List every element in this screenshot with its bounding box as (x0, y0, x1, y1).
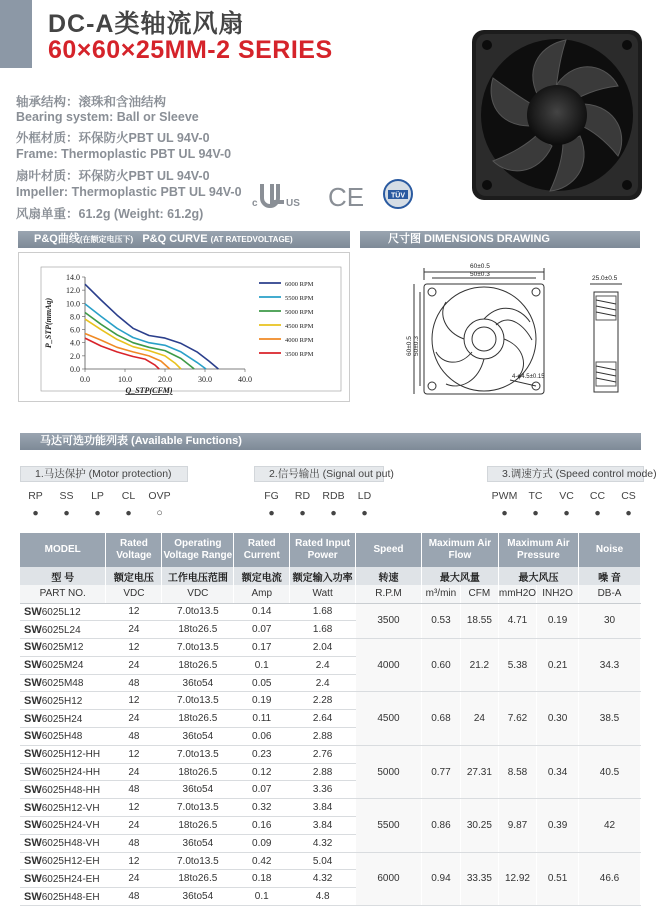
inh2o-cell: 0.51 (537, 852, 579, 905)
model-prefix: SW (24, 801, 42, 814)
operating-range-cell: 18to26.5 (162, 621, 234, 639)
operating-range-cell: 36to54 (162, 781, 234, 799)
ul-mark-icon (252, 184, 300, 209)
model-prefix: SW (24, 890, 42, 903)
model-cell (20, 763, 106, 781)
speed-cell: 5500 (356, 799, 422, 852)
unit-cell: Watt (290, 585, 356, 603)
input-power-cell: 2.04 (290, 639, 356, 657)
page-subtitle: 60×60×25MM-2 SERIES (48, 36, 333, 64)
option-mark: ● (625, 507, 632, 519)
rated-current-cell: 0.07 (234, 621, 290, 639)
model-number: 6025H24-HH (41, 767, 101, 779)
option-mark: ● (268, 507, 275, 519)
x-tick-label: 10.0 (118, 375, 132, 384)
option-code: FG (264, 490, 279, 502)
option-code: CS (621, 490, 636, 502)
model-number: 6025H12 (41, 695, 83, 707)
noise-cell: 38.5 (579, 692, 641, 745)
rated-current-cell: 0.18 (234, 870, 290, 888)
motor-protection-codes (20, 490, 175, 502)
speed-cell: 4500 (356, 692, 422, 745)
unit-cell: VDC (106, 585, 162, 603)
input-power-cell: 2.4 (290, 656, 356, 674)
noise-cell: 46.6 (579, 852, 641, 905)
option-mark: ● (563, 507, 570, 519)
operating-range-cell: 36to54 (162, 834, 234, 852)
input-power-cell: 3.84 (290, 817, 356, 835)
title-accent-bar (0, 0, 32, 68)
rated-voltage-cell: 24 (106, 817, 162, 835)
option-mark: ● (94, 507, 101, 519)
m3min-cell: 0.86 (421, 799, 460, 852)
option-mark: ○ (156, 507, 163, 519)
mmh2o-cell: 4.71 (498, 603, 536, 639)
model-number: 6025H24-EH (41, 873, 100, 885)
operating-range-cell: 7.0to13.5 (162, 692, 234, 710)
input-power-cell: 4.32 (290, 870, 356, 888)
noise-cell: 40.5 (579, 745, 641, 798)
table-row (20, 745, 641, 763)
model-prefix: SW (24, 712, 42, 725)
model-cell (20, 674, 106, 692)
model-cell (20, 692, 106, 710)
col-max-air-pressure-cn: 最大风压 (498, 567, 578, 585)
rated-voltage-cell: 24 (106, 656, 162, 674)
option-group-signal-output: 2.信号输出 (Signal out put) (254, 466, 384, 482)
spec-impeller-en: Impeller: Thermoplastic PBT UL 94V-0 (16, 185, 242, 199)
spec-frame-en: Frame: Thermoplastic PBT UL 94V-0 (16, 147, 232, 161)
unit-cell: VDC (162, 585, 234, 603)
speed-control-marks (489, 507, 644, 519)
rated-current-cell: 0.17 (234, 639, 290, 657)
col-speed-cn: 转速 (356, 567, 422, 585)
model-cell (20, 799, 106, 817)
unit-cell: PART NO. (20, 585, 106, 603)
signal-output-marks (256, 507, 380, 519)
model-prefix: SW (24, 783, 42, 796)
model-number: 6025H12-VH (41, 802, 100, 814)
col-operating-range-cn: 工作电压范围 (162, 567, 234, 585)
option-code: RP (28, 490, 43, 502)
model-cell (20, 656, 106, 674)
tuv-mark-icon (384, 180, 412, 208)
rated-current-cell: 0.16 (234, 817, 290, 835)
dim-side-height: 60±0.5 (406, 336, 413, 356)
rated-voltage-cell: 48 (106, 834, 162, 852)
unit-cell: m³/min (421, 585, 460, 603)
cfm-cell: 30.25 (460, 799, 498, 852)
inh2o-cell: 0.19 (537, 603, 579, 639)
operating-range-cell: 18to26.5 (162, 763, 234, 781)
m3min-cell: 0.94 (421, 852, 460, 905)
y-axis-label: P_STP(mmAq) (44, 297, 53, 349)
table-units-row (20, 585, 641, 603)
model-cell (20, 710, 106, 728)
option-mark: ● (32, 507, 39, 519)
rated-current-cell: 0.09 (234, 834, 290, 852)
spec-frame-cn: 外框材质：环保防火PBT UL 94V-0 (16, 131, 210, 145)
option-code: OVP (148, 490, 171, 502)
spec-table (20, 533, 641, 906)
rated-current-cell: 0.11 (234, 710, 290, 728)
speed-cell: 5000 (356, 745, 422, 798)
model-number: 6025M12 (41, 642, 84, 654)
model-number: 6025H12-EH (41, 856, 100, 868)
option-code: CL (121, 490, 136, 502)
model-prefix: SW (24, 641, 42, 654)
option-mark: ● (330, 507, 337, 519)
rated-voltage-cell: 48 (106, 781, 162, 799)
model-number: 6025H48-HH (41, 784, 101, 796)
model-cell (20, 639, 106, 657)
dim-outer-width: 60±0.5 (470, 263, 490, 270)
y-tick-label: 4.0 (70, 338, 80, 348)
col-model: MODEL (20, 533, 106, 567)
col-model-cn: 型 号 (20, 567, 106, 585)
x-tick-label: 0.0 (80, 375, 90, 384)
col-max-air-flow: Maximum Air Flow (421, 533, 498, 567)
dim-depth: 25.0±0.5 (592, 275, 618, 282)
input-power-cell: 3.36 (290, 781, 356, 799)
model-number: 6025H12-HH (41, 749, 101, 761)
m3min-cell: 0.53 (421, 603, 460, 639)
rated-current-cell: 0.42 (234, 852, 290, 870)
option-mark: ● (532, 507, 539, 519)
rated-voltage-cell: 12 (106, 745, 162, 763)
table-body (20, 603, 641, 906)
inh2o-cell: 0.34 (537, 745, 579, 798)
model-prefix: SW (24, 819, 42, 832)
page-title: DC-A类轴流风扇 (48, 10, 245, 38)
rated-current-cell: 0.1 (234, 888, 290, 906)
model-prefix: SW (24, 855, 42, 868)
model-prefix: SW (24, 694, 42, 707)
inh2o-cell: 0.30 (537, 692, 579, 745)
legend-label: 5500 RPM (285, 295, 314, 302)
rated-voltage-cell: 12 (106, 799, 162, 817)
model-cell (20, 834, 106, 852)
y-tick-label: 8.0 (70, 312, 80, 322)
mmh2o-cell: 9.87 (498, 799, 536, 852)
speed-cell: 6000 (356, 852, 422, 905)
option-code: RD (294, 490, 311, 502)
noise-cell: 30 (579, 603, 641, 639)
model-cell (20, 603, 106, 621)
dim-side-hole: 50±0.3 (413, 336, 420, 356)
dimensions-drawing (360, 252, 640, 402)
model-number: 6025L24 (41, 624, 81, 636)
option-mark: ● (501, 507, 508, 519)
model-number: 6025H24 (41, 713, 83, 725)
input-power-cell: 2.88 (290, 763, 356, 781)
unit-cell: Amp (234, 585, 290, 603)
operating-range-cell: 7.0to13.5 (162, 745, 234, 763)
rated-current-cell: 0.32 (234, 799, 290, 817)
operating-range-cell: 18to26.5 (162, 817, 234, 835)
option-group-motor-protection: 1.马达保护 (Motor protection) (20, 466, 188, 482)
model-cell (20, 852, 106, 870)
operating-range-cell: 7.0to13.5 (162, 603, 234, 621)
model-prefix: SW (24, 605, 42, 618)
legend-label: 5000 RPM (285, 309, 314, 316)
table-header-row-cn (20, 567, 641, 585)
svg-text:TÜV: TÜV (391, 192, 405, 200)
col-rated-current-cn: 额定电流 (234, 567, 290, 585)
model-prefix: SW (24, 872, 42, 885)
x-axis-label: Q_STP(CFM) (125, 386, 173, 395)
rated-current-cell: 0.1 (234, 656, 290, 674)
option-group-speed-control: 3.调速方式 (Speed control mode) (487, 466, 644, 482)
model-prefix: SW (24, 730, 42, 743)
m3min-cell: 0.60 (421, 639, 460, 692)
model-number: 6025H48-EH (41, 891, 100, 903)
rated-current-cell: 0.12 (234, 763, 290, 781)
col-max-air-pressure: Maximum Air Pressure (498, 533, 578, 567)
option-code: LD (357, 490, 372, 502)
table-row (20, 692, 641, 710)
operating-range-cell: 7.0to13.5 (162, 799, 234, 817)
input-power-cell: 5.04 (290, 852, 356, 870)
input-power-cell: 4.32 (290, 834, 356, 852)
rated-voltage-cell: 24 (106, 710, 162, 728)
motor-protection-marks (20, 507, 175, 519)
cfm-cell: 27.31 (460, 745, 498, 798)
noise-cell: 42 (579, 799, 641, 852)
col-input-power: Rated Input Power (290, 533, 356, 567)
model-number: 6025M24 (41, 660, 84, 672)
legend-label: 3500 RPM (285, 351, 314, 358)
model-cell (20, 745, 106, 763)
option-mark: ● (361, 507, 368, 519)
table-header-row (20, 533, 641, 567)
model-number: 6025M48 (41, 678, 84, 690)
model-number: 6025H48-VH (41, 838, 100, 850)
model-prefix: SW (24, 623, 42, 636)
pq-curve-chart-frame (18, 252, 350, 402)
fan-product-image (468, 26, 646, 204)
model-prefix: SW (24, 659, 42, 672)
model-number: 6025L12 (41, 606, 81, 618)
speed-control-codes (489, 490, 644, 502)
rated-voltage-cell: 12 (106, 639, 162, 657)
col-max-air-flow-cn: 最大风量 (421, 567, 498, 585)
pq-curve-chart (19, 253, 349, 401)
inh2o-cell: 0.39 (537, 799, 579, 852)
rated-voltage-cell: 24 (106, 621, 162, 639)
input-power-cell: 1.68 (290, 621, 356, 639)
y-tick-label: 12.0 (66, 286, 80, 296)
model-prefix: SW (24, 748, 42, 761)
table-row (20, 852, 641, 870)
table-row (20, 639, 641, 657)
dim-hole-spacing: 50±0.3 (470, 271, 490, 278)
operating-range-cell: 18to26.5 (162, 656, 234, 674)
cfm-cell: 21.2 (460, 639, 498, 692)
rated-voltage-cell: 48 (106, 674, 162, 692)
mmh2o-cell: 12.92 (498, 852, 536, 905)
spec-bearing-cn: 轴承结构：滚珠和含油结构 (16, 95, 167, 109)
y-tick-label: 10.0 (66, 299, 80, 309)
col-rated-voltage: Rated Voltage (106, 533, 162, 567)
table-row (20, 799, 641, 817)
dimensions-section-header: 尺寸图 DIMENSIONS DRAWING (360, 231, 640, 248)
cfm-cell: 18.55 (460, 603, 498, 639)
rated-current-cell: 0.23 (234, 745, 290, 763)
col-noise: Noise (579, 533, 641, 567)
model-prefix: SW (24, 677, 42, 690)
operating-range-cell: 36to54 (162, 888, 234, 906)
operating-range-cell: 36to54 (162, 728, 234, 746)
x-tick-label: 20.0 (158, 375, 172, 384)
input-power-cell: 2.4 (290, 674, 356, 692)
input-power-cell: 2.88 (290, 728, 356, 746)
model-cell (20, 728, 106, 746)
pq-curve-section-header: P&Q曲线(在额定电压下) P&Q CURVE (AT RATEDVOLTAGE) (18, 231, 350, 248)
option-code: CC (589, 490, 606, 502)
input-power-cell: 2.76 (290, 745, 356, 763)
operating-range-cell: 7.0to13.5 (162, 852, 234, 870)
available-functions-header: 马达可选功能列表 (Available Functions) (20, 433, 641, 450)
mmh2o-cell: 7.62 (498, 692, 536, 745)
operating-range-cell: 18to26.5 (162, 870, 234, 888)
col-input-power-cn: 额定输入功率 (290, 567, 356, 585)
legend-label: 4000 RPM (285, 337, 314, 344)
model-number: 6025H48 (41, 731, 83, 743)
svg-text:US: US (286, 198, 300, 209)
rated-current-cell: 0.05 (234, 674, 290, 692)
rated-voltage-cell: 12 (106, 692, 162, 710)
input-power-cell: 2.64 (290, 710, 356, 728)
rated-voltage-cell: 24 (106, 763, 162, 781)
rated-voltage-cell: 24 (106, 870, 162, 888)
model-cell (20, 621, 106, 639)
legend-label: 4500 RPM (285, 323, 314, 330)
col-speed: Speed (356, 533, 422, 567)
col-noise-cn: 噪 音 (579, 567, 641, 585)
signal-output-codes (256, 490, 380, 502)
rated-voltage-cell: 48 (106, 888, 162, 906)
col-rated-voltage-cn: 额定电压 (106, 567, 162, 585)
certification-logos (250, 176, 430, 216)
option-mark: ● (125, 507, 132, 519)
inh2o-cell: 0.21 (537, 639, 579, 692)
svg-text:c: c (252, 198, 258, 209)
spec-weight: 风扇单重：61.2g (Weight: 61.2g) (16, 207, 204, 221)
operating-range-cell: 18to26.5 (162, 710, 234, 728)
spec-impeller-cn: 扇叶材质：环保防火PBT UL 94V-0 (16, 169, 210, 183)
model-number: 6025H24-VH (41, 820, 100, 832)
spec-bearing-en: Bearing system: Ball or Sleeve (16, 110, 199, 124)
y-tick-label: 2.0 (70, 351, 80, 361)
input-power-cell: 3.84 (290, 799, 356, 817)
unit-cell: mmH2O (498, 585, 536, 603)
speed-cell: 3500 (356, 603, 422, 639)
y-tick-label: 6.0 (70, 325, 80, 335)
unit-cell: INH2O (537, 585, 579, 603)
model-cell (20, 870, 106, 888)
series-line-4000-rpm (85, 334, 170, 370)
rated-current-cell: 0.14 (234, 603, 290, 621)
x-tick-label: 30.0 (198, 375, 212, 384)
model-cell (20, 781, 106, 799)
mmh2o-cell: 5.38 (498, 639, 536, 692)
model-prefix: SW (24, 766, 42, 779)
mmh2o-cell: 8.58 (498, 745, 536, 798)
unit-cell: DB-A (579, 585, 641, 603)
speed-cell: 4000 (356, 639, 422, 692)
ce-mark-icon: CE (328, 182, 365, 212)
col-rated-current: Rated Current (234, 533, 290, 567)
operating-range-cell: 7.0to13.5 (162, 639, 234, 657)
option-code: TC (528, 490, 543, 502)
dim-holes: 4-φ4.5±0.15 (512, 374, 545, 380)
noise-cell: 34.3 (579, 639, 641, 692)
option-mark: ● (594, 507, 601, 519)
rated-current-cell: 0.07 (234, 781, 290, 799)
input-power-cell: 2.28 (290, 692, 356, 710)
model-prefix: SW (24, 837, 42, 850)
option-code: LP (91, 490, 104, 502)
rated-voltage-cell: 12 (106, 603, 162, 621)
operating-range-cell: 36to54 (162, 674, 234, 692)
option-code: RDB (322, 490, 345, 502)
y-tick-label: 0.0 (70, 365, 80, 374)
option-code: SS (59, 490, 74, 502)
input-power-cell: 4.8 (290, 888, 356, 906)
unit-cell: R.P.M (356, 585, 422, 603)
series-line-4500-rpm (85, 319, 181, 369)
y-tick-label: 14.0 (66, 273, 80, 282)
input-power-cell: 1.68 (290, 603, 356, 621)
option-mark: ● (63, 507, 70, 519)
rated-current-cell: 0.19 (234, 692, 290, 710)
col-operating-range: Operating Voltage Range (162, 533, 234, 567)
m3min-cell: 0.68 (421, 692, 460, 745)
option-code: PWM (491, 490, 518, 502)
model-cell (20, 817, 106, 835)
unit-cell: CFM (460, 585, 498, 603)
rated-voltage-cell: 12 (106, 852, 162, 870)
rated-current-cell: 0.06 (234, 728, 290, 746)
cfm-cell: 24 (460, 692, 498, 745)
m3min-cell: 0.77 (421, 745, 460, 798)
model-cell (20, 888, 106, 906)
table-row (20, 603, 641, 621)
rated-voltage-cell: 48 (106, 728, 162, 746)
option-code: VC (559, 490, 574, 502)
x-tick-label: 40.0 (238, 375, 252, 384)
option-mark: ● (299, 507, 306, 519)
cfm-cell: 33.35 (460, 852, 498, 905)
legend-label: 6000 RPM (285, 281, 314, 288)
